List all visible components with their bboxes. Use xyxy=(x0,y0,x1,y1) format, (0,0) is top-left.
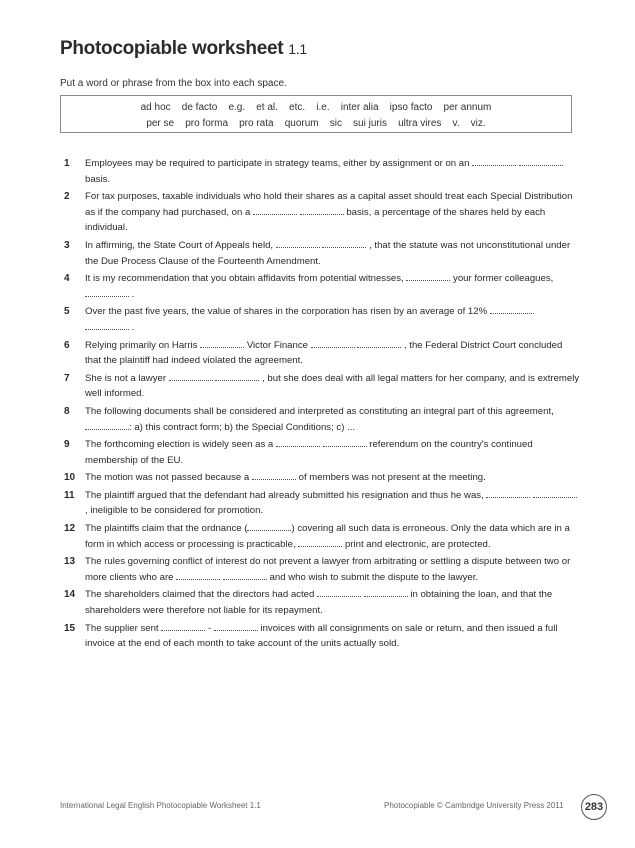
item-text-segment: The motion was not passed because a xyxy=(85,472,252,484)
item-text-segment: The following documents shall be considered and interpreted as constituting an integral part of this agreement, xyxy=(85,405,554,417)
answer-blank[interactable] xyxy=(200,338,244,348)
item-text-segment: Victor Finance xyxy=(244,339,311,351)
answer-blank[interactable] xyxy=(85,420,129,430)
item-text-segment: : a) this contract form; b) the Special Conditions; c) ... xyxy=(129,421,356,433)
answer-blank[interactable] xyxy=(176,570,220,580)
answer-blank[interactable] xyxy=(252,470,296,480)
item-text-segment: and who wish to submit the dispute to the lawyer. xyxy=(266,571,479,583)
item-text-segment: Relying primarily on Harris xyxy=(85,339,201,351)
item-text-segment: The shareholders claimed that the directors had acted xyxy=(85,589,317,601)
item-number: 13 xyxy=(64,556,76,568)
item-text xyxy=(85,437,580,468)
item-text-segment: basis. xyxy=(85,173,111,185)
item-text-segment: . xyxy=(129,288,135,300)
item-text xyxy=(85,338,580,369)
item-text xyxy=(85,271,580,302)
answer-blank[interactable] xyxy=(406,271,450,281)
item-text xyxy=(85,521,580,552)
item-text-segment: The rules governing conflict of interest do not prevent a lawyer from arbitrating or settling a dispute between two or more clients who are xyxy=(85,556,571,583)
item-text-segment: your former colleagues, xyxy=(450,273,554,285)
item-number: 2 xyxy=(64,191,70,203)
word-box-row-1: ad hoc de facto e.g. et al. etc. i.e. inter alia ipso facto per annum xyxy=(140,102,492,113)
exercise-item xyxy=(60,554,580,585)
answer-blank[interactable] xyxy=(214,621,258,631)
item-text xyxy=(85,189,580,236)
item-text xyxy=(85,587,580,618)
answer-blank[interactable] xyxy=(317,587,361,597)
exercise-item xyxy=(60,488,580,519)
item-text xyxy=(85,371,580,402)
answer-blank[interactable] xyxy=(300,205,344,215)
exercise-item xyxy=(60,189,580,236)
answer-blank[interactable] xyxy=(247,521,291,531)
exercise-item xyxy=(60,371,580,402)
item-text-segment: of members was not present at the meeting. xyxy=(295,472,486,484)
exercise-item xyxy=(60,304,580,335)
item-text-segment: print and electronic, are protected. xyxy=(342,538,491,550)
item-text-segment: ) covering all such data is erroneous. Only the data which are in a form in which access or processing is practicable, xyxy=(85,523,570,550)
title-text: Photocopiable worksheet xyxy=(60,38,284,59)
item-number: 14 xyxy=(64,589,76,601)
answer-blank[interactable] xyxy=(519,156,563,166)
answer-blank[interactable] xyxy=(311,338,355,348)
item-text-segment: The plaintiffs claim that the ordnance ( xyxy=(85,523,248,535)
item-text-segment: in obtaining the loan, and that the shareholders were therefore not liable for its repayment. xyxy=(85,589,553,617)
item-text xyxy=(85,156,580,187)
answer-blank[interactable] xyxy=(322,238,366,248)
answer-blank[interactable] xyxy=(215,371,259,381)
item-text-segment: , ineligible to be considered for promotion. xyxy=(85,505,264,517)
footer-right: Photocopiable © Cambridge University Press 2011 xyxy=(384,801,564,810)
item-text xyxy=(85,238,580,269)
item-text-segment: Over the past five years, the value of shares in the corporation has risen by an average of 12% xyxy=(85,306,490,318)
item-text xyxy=(85,304,580,335)
item-text-segment: She is not a lawyer xyxy=(85,372,169,384)
exercise-item xyxy=(60,238,580,269)
item-text-segment: , the Federal District Court concluded that the plaintiff had indeed violated the agreement. xyxy=(85,339,563,367)
item-text-segment: , that the statute was not unconstitutional under the Due Process Clause of the Fourteenth Amendment. xyxy=(85,239,571,267)
item-text-segment: Employees may be required to participate in strategy teams, either by assignment or on an xyxy=(85,158,473,169)
item-text-segment: basis, a percentage of the shares held by each individual. xyxy=(85,206,546,234)
exercise-list xyxy=(60,156,580,654)
word-box xyxy=(60,95,572,133)
item-text-segment: invoices with all consignments on sale or return, and then issued a full invoice at the end of each month to take account of the units actually sold. xyxy=(85,622,558,650)
footer-left: International Legal English Photocopiable Worksheet 1.1 xyxy=(60,801,261,810)
exercise-item xyxy=(60,404,580,435)
answer-blank[interactable] xyxy=(276,238,320,248)
exercise-item xyxy=(60,521,580,552)
word-box-row-2: per se pro forma pro rata quorum sic sui juris ultra vires v. viz. xyxy=(146,118,486,129)
answer-blank[interactable] xyxy=(364,587,408,597)
item-text-segment: The forthcoming election is widely seen as a xyxy=(85,439,276,451)
exercise-item xyxy=(60,338,580,369)
exercise-item xyxy=(60,437,580,468)
item-text xyxy=(85,554,580,585)
answer-blank[interactable] xyxy=(85,320,129,330)
exercise-item xyxy=(60,271,580,302)
answer-blank[interactable] xyxy=(161,621,205,631)
answer-blank[interactable] xyxy=(276,437,320,447)
item-number: 7 xyxy=(64,372,70,384)
item-number: 1 xyxy=(64,158,70,169)
answer-blank[interactable] xyxy=(486,488,530,498)
item-number: 12 xyxy=(64,523,76,535)
item-text-segment: It is my recommendation that you obtain affidavits from potential witnesses, xyxy=(85,273,407,285)
item-text-segment: For tax purposes, taxable individuals who hold their shares as a capital asset should treat each Special Distribution as if the company had purchased, on a xyxy=(85,191,573,218)
instruction-text: Put a word or phrase from the box into each space. xyxy=(60,78,287,89)
item-number: 4 xyxy=(64,273,70,285)
item-number: 10 xyxy=(64,472,76,484)
exercise-item xyxy=(60,621,580,652)
item-text xyxy=(85,404,580,435)
exercise-item xyxy=(60,156,580,187)
answer-blank[interactable] xyxy=(323,437,367,447)
item-number: 8 xyxy=(64,405,70,417)
item-number: 15 xyxy=(64,622,76,634)
item-text-segment: - xyxy=(205,622,214,634)
item-number: 9 xyxy=(64,439,70,451)
answer-blank[interactable] xyxy=(357,338,401,348)
item-number: 5 xyxy=(64,306,70,318)
item-text-segment: , but she does deal with all legal matters for her company, and is extremely well informed. xyxy=(85,372,580,400)
item-text xyxy=(85,488,580,519)
page-title xyxy=(60,38,307,60)
item-number: 11 xyxy=(64,489,75,501)
answer-blank[interactable] xyxy=(169,371,213,381)
item-text-segment: In affirming, the State Court of Appeals held, xyxy=(85,239,276,251)
item-text-segment: . xyxy=(129,321,135,333)
item-text-segment: The supplier sent xyxy=(85,622,162,634)
page-number-badge: 283 xyxy=(581,794,607,820)
exercise-item xyxy=(60,470,580,486)
answer-blank[interactable] xyxy=(298,537,342,547)
item-text xyxy=(85,470,580,486)
answer-blank[interactable] xyxy=(223,570,267,580)
answer-blank[interactable] xyxy=(85,287,129,297)
title-number: 1.1 xyxy=(288,41,307,57)
exercise-item xyxy=(60,587,580,618)
answer-blank[interactable] xyxy=(490,304,534,314)
item-text-segment: The plaintiff argued that the defendant had already submitted his resignation and thus he was, xyxy=(85,489,487,501)
answer-blank[interactable] xyxy=(472,156,516,166)
item-number: 3 xyxy=(64,239,70,251)
answer-blank[interactable] xyxy=(253,205,297,215)
item-number: 6 xyxy=(64,339,70,351)
answer-blank[interactable] xyxy=(533,488,577,498)
item-text-segment: referendum on the country's continued membership of the EU. xyxy=(85,439,533,466)
item-text xyxy=(85,621,580,652)
